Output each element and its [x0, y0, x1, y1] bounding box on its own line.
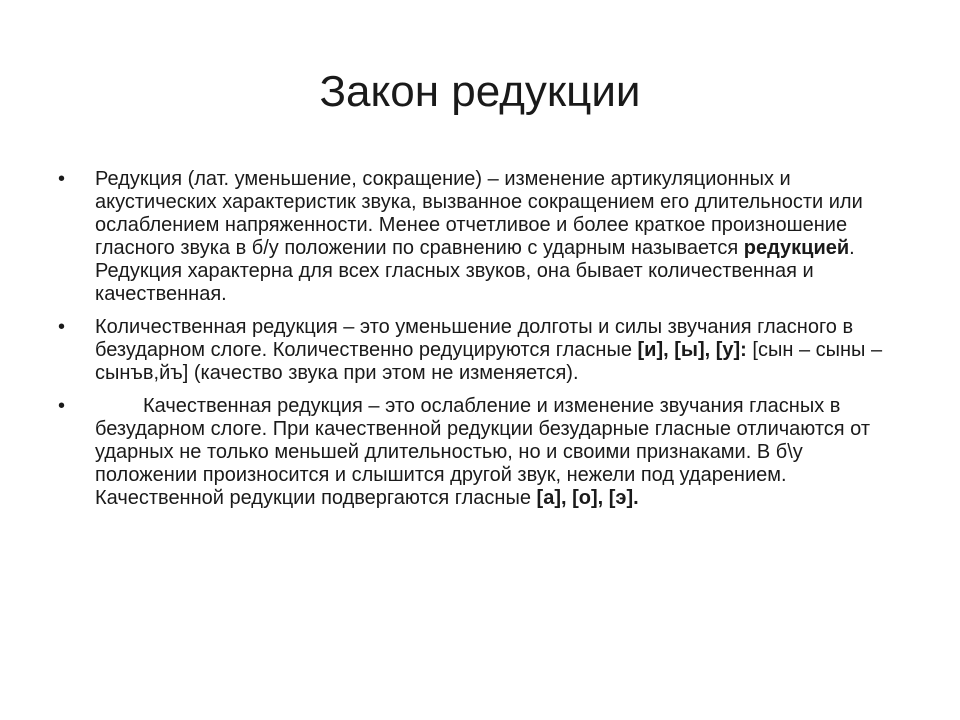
bullet-dot-icon: • [58, 316, 66, 338]
bullet-item-quantitative-reduction [58, 316, 898, 385]
bullet-text: . Редукция характерна для всех гласных звуков, она бывает количественная и качественная. [95, 237, 855, 305]
bullet-item-reduction-definition [58, 168, 898, 306]
bullet-item-qualitative-reduction [58, 395, 898, 510]
bold-term: [и], [ы], [у]: [637, 339, 747, 361]
bullet-text: Качественная редукция – это ослабление и изменение звучания гласных в безударном слоге. При качественной редукции безударные гласные отличаются от ударных не только меньшей длительностью, но и своими признаками. В б\у положении произносится и слышится другой звук, нежели под ударением. Качественной редукции подвергаются гласные [95, 395, 871, 509]
bullet-dot-icon: • [58, 168, 66, 190]
bold-term: редукцией [743, 237, 850, 259]
bullet-text: Редукция (лат. уменьшение, сокращение) – изменение артикуляционных и акустических характеристик звука, вызванное сокращением его длительности или ослаблением напряженности. Менее отчетливое и более краткое произношение гласного звука в б/у положении по сравнению с ударным называется [95, 168, 863, 259]
bullet-dot-icon: • [58, 395, 66, 417]
bold-term: [а], [о], [э]. [536, 487, 639, 509]
slide-title: Закон редукции [319, 67, 641, 116]
bullet-list [58, 168, 898, 520]
bullet-text: [сын – сыны – сынъв,йъ] (качество звука при этом не изменяется). [95, 339, 883, 384]
bullet-text: Количественная редукция – это уменьшение долготы и силы звучания гласного в безударном слоге. Количественно редуцируются гласные [95, 316, 854, 361]
